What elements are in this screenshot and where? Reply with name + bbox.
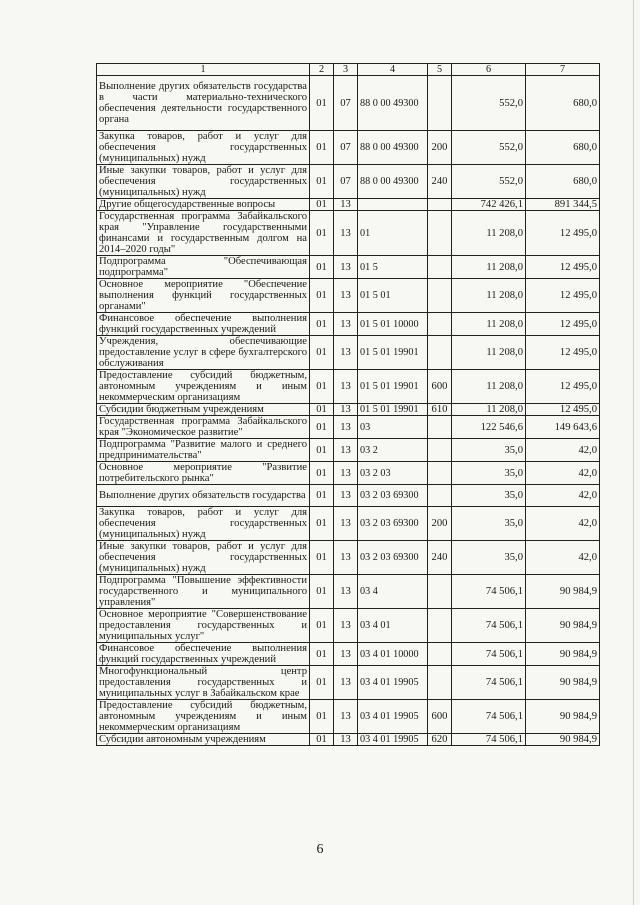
amount-col6-cell: 35,0 <box>452 462 526 485</box>
expense-type-cell: 240 <box>428 165 452 199</box>
target-article-cell: 03 2 <box>358 439 428 462</box>
amount-col6-cell: 11 208,0 <box>452 336 526 370</box>
row-name-cell: Иные закупки товаров, работ и услуг для обеспечения государственных (муниципальных) нужд <box>97 541 310 575</box>
amount-col6-cell: 74 506,1 <box>452 643 526 666</box>
subsection-code-cell: 13 <box>334 199 358 211</box>
section-code-cell: 01 <box>310 370 334 404</box>
section-code-cell: 01 <box>310 313 334 336</box>
expense-type-cell <box>428 336 452 370</box>
table-row <box>97 256 600 279</box>
amount-col7-cell: 12 495,0 <box>526 211 600 256</box>
table-row <box>97 313 600 336</box>
amount-col7-cell: 680,0 <box>526 165 600 199</box>
section-code-cell: 01 <box>310 404 334 416</box>
subsection-code-cell: 13 <box>334 370 358 404</box>
subsection-code-cell: 13 <box>334 541 358 575</box>
amount-col7-cell: 90 984,9 <box>526 734 600 746</box>
amount-col6-cell: 552,0 <box>452 165 526 199</box>
amount-col6-cell: 122 546,6 <box>452 416 526 439</box>
section-code-cell: 01 <box>310 416 334 439</box>
row-name-cell: Закупка товаров, работ и услуг для обеспечения государственных (муниципальных) нужд <box>97 507 310 541</box>
amount-col6-cell: 35,0 <box>452 507 526 541</box>
amount-col6-cell: 74 506,1 <box>452 575 526 609</box>
amount-col6-cell: 35,0 <box>452 485 526 507</box>
amount-col7-cell: 891 344,5 <box>526 199 600 211</box>
expense-type-cell: 600 <box>428 370 452 404</box>
subsection-code-cell: 13 <box>334 313 358 336</box>
section-code-cell: 01 <box>310 609 334 643</box>
table-row <box>97 666 600 700</box>
target-article-cell <box>358 199 428 211</box>
section-code-cell: 01 <box>310 336 334 370</box>
amount-col7-cell: 90 984,9 <box>526 666 600 700</box>
table-row <box>97 643 600 666</box>
amount-col7-cell: 42,0 <box>526 462 600 485</box>
amount-col6-cell: 11 208,0 <box>452 404 526 416</box>
subsection-code-cell: 07 <box>334 165 358 199</box>
amount-col7-cell: 42,0 <box>526 507 600 541</box>
budget-table <box>96 63 600 746</box>
target-article-cell: 03 2 03 69300 <box>358 507 428 541</box>
row-name-cell: Субсидии бюджетным учреждениям <box>97 404 310 416</box>
subsection-code-cell: 13 <box>334 279 358 313</box>
section-code-cell: 01 <box>310 199 334 211</box>
subsection-code-cell: 07 <box>334 131 358 165</box>
header-cell-7: 7 <box>526 64 600 76</box>
subsection-code-cell: 13 <box>334 416 358 439</box>
section-code-cell: 01 <box>310 643 334 666</box>
expense-type-cell <box>428 485 452 507</box>
expense-type-cell <box>428 439 452 462</box>
header-cell-6: 6 <box>452 64 526 76</box>
target-article-cell: 03 2 03 69300 <box>358 541 428 575</box>
section-code-cell: 01 <box>310 485 334 507</box>
amount-col6-cell: 11 208,0 <box>452 256 526 279</box>
section-code-cell: 01 <box>310 211 334 256</box>
expense-type-cell <box>428 76 452 131</box>
table-row <box>97 575 600 609</box>
target-article-cell: 03 4 <box>358 575 428 609</box>
target-article-cell: 01 5 01 19901 <box>358 404 428 416</box>
amount-col7-cell: 42,0 <box>526 439 600 462</box>
amount-col6-cell: 74 506,1 <box>452 666 526 700</box>
table-row <box>97 211 600 256</box>
expense-type-cell <box>428 609 452 643</box>
scan-edge-line <box>633 0 634 905</box>
section-code-cell: 01 <box>310 439 334 462</box>
amount-col6-cell: 11 208,0 <box>452 279 526 313</box>
header-cell-3: 3 <box>334 64 358 76</box>
section-code-cell: 01 <box>310 256 334 279</box>
expense-type-cell: 620 <box>428 734 452 746</box>
target-article-cell: 01 <box>358 211 428 256</box>
row-name-cell: Выполнение других обязательств государства в части материально-технического обеспечения деятельности государственного органа <box>97 76 310 131</box>
amount-col7-cell: 90 984,9 <box>526 575 600 609</box>
subsection-code-cell: 13 <box>334 404 358 416</box>
header-cell-2: 2 <box>310 64 334 76</box>
section-code-cell: 01 <box>310 700 334 734</box>
amount-col6-cell: 11 208,0 <box>452 370 526 404</box>
target-article-cell: 01 5 01 19901 <box>358 370 428 404</box>
table-row <box>97 131 600 165</box>
section-code-cell: 01 <box>310 76 334 131</box>
amount-col7-cell: 12 495,0 <box>526 404 600 416</box>
amount-col7-cell: 12 495,0 <box>526 279 600 313</box>
row-name-cell: Подпрограмма "Повышение эффективности государственного и муниципального управления" <box>97 575 310 609</box>
table-row <box>97 279 600 313</box>
target-article-cell: 03 4 01 19905 <box>358 666 428 700</box>
header-cell-1: 1 <box>97 64 310 76</box>
amount-col6-cell: 74 506,1 <box>452 700 526 734</box>
section-code-cell: 01 <box>310 165 334 199</box>
row-name-cell: Подпрограмма "Обеспечивающая подпрограмма" <box>97 256 310 279</box>
subsection-code-cell: 13 <box>334 575 358 609</box>
target-article-cell: 88 0 00 49300 <box>358 165 428 199</box>
table-row <box>97 485 600 507</box>
target-article-cell: 03 2 03 <box>358 462 428 485</box>
subsection-code-cell: 13 <box>334 734 358 746</box>
row-name-cell: Финансовое обеспечение выполнения функций государственных учреждений <box>97 313 310 336</box>
row-name-cell: Закупка товаров, работ и услуг для обеспечения государственных (муниципальных) нужд <box>97 131 310 165</box>
expense-type-cell <box>428 462 452 485</box>
header-cell-5: 5 <box>428 64 452 76</box>
table-row <box>97 507 600 541</box>
subsection-code-cell: 13 <box>334 336 358 370</box>
target-article-cell: 03 4 01 10000 <box>358 643 428 666</box>
amount-col7-cell: 680,0 <box>526 76 600 131</box>
subsection-code-cell: 13 <box>334 643 358 666</box>
target-article-cell: 88 0 00 49300 <box>358 131 428 165</box>
row-name-cell: Иные закупки товаров, работ и услуг для обеспечения государственных (муниципальных) нужд <box>97 165 310 199</box>
table-row <box>97 416 600 439</box>
amount-col7-cell: 90 984,9 <box>526 643 600 666</box>
table-row <box>97 700 600 734</box>
amount-col7-cell: 12 495,0 <box>526 256 600 279</box>
subsection-code-cell: 13 <box>334 256 358 279</box>
row-name-cell: Выполнение других обязательств государства <box>97 485 310 507</box>
expense-type-cell <box>428 211 452 256</box>
row-name-cell: Основное мероприятие "Совершенствование предоставления государственных и муниципальных услуг" <box>97 609 310 643</box>
target-article-cell: 03 <box>358 416 428 439</box>
amount-col6-cell: 11 208,0 <box>452 313 526 336</box>
subsection-code-cell: 13 <box>334 462 358 485</box>
amount-col7-cell: 12 495,0 <box>526 370 600 404</box>
row-name-cell: Предоставление субсидий бюджетным, автономным учреждениям и иным некоммерческим организациям <box>97 370 310 404</box>
section-code-cell: 01 <box>310 541 334 575</box>
row-name-cell: Другие общегосударственные вопросы <box>97 199 310 211</box>
table-row <box>97 199 600 211</box>
expense-type-cell <box>428 313 452 336</box>
amount-col7-cell: 12 495,0 <box>526 336 600 370</box>
row-name-cell: Государственная программа Забайкальского края "Экономическое развитие" <box>97 416 310 439</box>
expense-type-cell: 200 <box>428 507 452 541</box>
section-code-cell: 01 <box>310 575 334 609</box>
expense-type-cell <box>428 666 452 700</box>
expense-type-cell: 600 <box>428 700 452 734</box>
amount-col7-cell: 12 495,0 <box>526 313 600 336</box>
expense-type-cell <box>428 416 452 439</box>
amount-col7-cell: 90 984,9 <box>526 609 600 643</box>
table-row <box>97 336 600 370</box>
amount-col7-cell: 90 984,9 <box>526 700 600 734</box>
target-article-cell: 01 5 01 19901 <box>358 336 428 370</box>
target-article-cell: 03 4 01 19905 <box>358 734 428 746</box>
subsection-code-cell: 13 <box>334 211 358 256</box>
table-row <box>97 404 600 416</box>
target-article-cell: 01 5 <box>358 256 428 279</box>
target-article-cell: 03 2 03 69300 <box>358 485 428 507</box>
amount-col7-cell: 149 643,6 <box>526 416 600 439</box>
row-name-cell: Многофункциональный центр предоставления государственных и муниципальных услуг в Забайкальском крае <box>97 666 310 700</box>
table-row <box>97 462 600 485</box>
section-code-cell: 01 <box>310 131 334 165</box>
expense-type-cell <box>428 279 452 313</box>
section-code-cell: 01 <box>310 666 334 700</box>
row-name-cell: Финансовое обеспечение выполнения функций государственных учреждений <box>97 643 310 666</box>
subsection-code-cell: 13 <box>334 609 358 643</box>
target-article-cell: 88 0 00 49300 <box>358 76 428 131</box>
amount-col6-cell: 552,0 <box>452 76 526 131</box>
expense-type-cell <box>428 643 452 666</box>
amount-col6-cell: 742 426,1 <box>452 199 526 211</box>
row-name-cell: Предоставление субсидий бюджетным, автономным учреждениям и иным некоммерческим организациям <box>97 700 310 734</box>
amount-col7-cell: 680,0 <box>526 131 600 165</box>
expense-type-cell <box>428 575 452 609</box>
table-body <box>97 76 600 746</box>
expense-type-cell: 200 <box>428 131 452 165</box>
amount-col6-cell: 35,0 <box>452 541 526 575</box>
expense-type-cell <box>428 256 452 279</box>
expense-type-cell: 240 <box>428 541 452 575</box>
section-code-cell: 01 <box>310 462 334 485</box>
row-name-cell: Государственная программа Забайкальского края "Управление государственными финансами и государственным долгом на 2014–2020 годы" <box>97 211 310 256</box>
expense-type-cell <box>428 199 452 211</box>
subsection-code-cell: 13 <box>334 507 358 541</box>
amount-col6-cell: 11 208,0 <box>452 211 526 256</box>
table-row <box>97 370 600 404</box>
table-row <box>97 76 600 131</box>
table-row <box>97 541 600 575</box>
amount-col7-cell: 42,0 <box>526 541 600 575</box>
subsection-code-cell: 13 <box>334 485 358 507</box>
subsection-code-cell: 07 <box>334 76 358 131</box>
section-code-cell: 01 <box>310 734 334 746</box>
subsection-code-cell: 13 <box>334 439 358 462</box>
row-name-cell: Субсидии автономным учреждениям <box>97 734 310 746</box>
table-row <box>97 165 600 199</box>
row-name-cell: Основное мероприятие "Обеспечение выполнения функций государственных органами" <box>97 279 310 313</box>
amount-col6-cell: 74 506,1 <box>452 609 526 643</box>
amount-col6-cell: 74 506,1 <box>452 734 526 746</box>
amount-col6-cell: 552,0 <box>452 131 526 165</box>
amount-col6-cell: 35,0 <box>452 439 526 462</box>
subsection-code-cell: 13 <box>334 666 358 700</box>
page-number: 6 <box>316 842 324 857</box>
table-row <box>97 439 600 462</box>
table-row <box>97 609 600 643</box>
target-article-cell: 01 5 01 10000 <box>358 313 428 336</box>
target-article-cell: 03 4 01 <box>358 609 428 643</box>
row-name-cell: Учреждения, обеспечивающие предоставление услуг в сфере бухгалтерского обслуживания <box>97 336 310 370</box>
target-article-cell: 03 4 01 19905 <box>358 700 428 734</box>
header-cell-4: 4 <box>358 64 428 76</box>
table-row <box>97 734 600 746</box>
expense-type-cell: 610 <box>428 404 452 416</box>
section-code-cell: 01 <box>310 507 334 541</box>
header-row <box>97 64 600 76</box>
row-name-cell: Подпрограмма "Развитие малого и среднего предпринимательства" <box>97 439 310 462</box>
row-name-cell: Основное мероприятие "Развитие потребительского рынка" <box>97 462 310 485</box>
target-article-cell: 01 5 01 <box>358 279 428 313</box>
amount-col7-cell: 42,0 <box>526 485 600 507</box>
section-code-cell: 01 <box>310 279 334 313</box>
subsection-code-cell: 13 <box>334 700 358 734</box>
